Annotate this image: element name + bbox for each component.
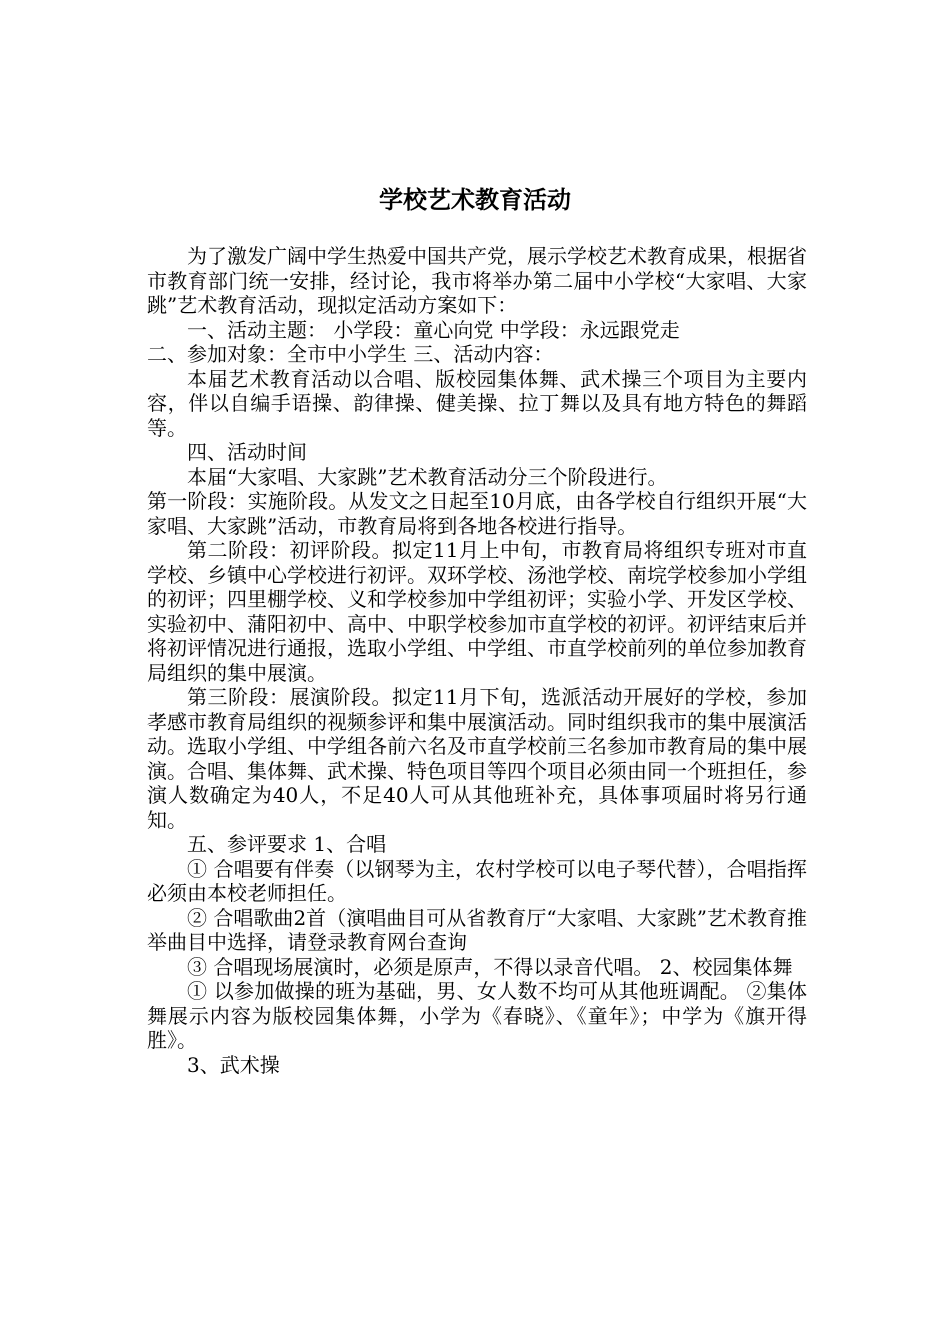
body-paragraph: 为了激发广阔中学生热爱中国共产党，展示学校艺术教育成果，根据省市教育部门统一安排，经讨论，我市将举办第二届中小学校“大家唱、大家跳”艺术教育活动，现拟定活动方案如下：: [147, 244, 807, 317]
body-paragraph: 第三阶段：展演阶段。拟定11月下旬，选派活动开展好的学校，参加孝感市教育局组织的视频参评和集中展演活动。同时组织我市的集中展演活动。选取小学组、中学组各前六名及市直学校前三名参加市教育局的集中展演。合唱、集体舞、武术操、特色项目等四个项目必须由同一个班担任，参演人数确定为40人，不足40人可从其他班补充，具体事项届时将另行通知。: [147, 685, 807, 832]
body-paragraph: 五、参评要求 1、合唱: [187, 832, 387, 856]
document-title: 学校艺术教育活动: [379, 186, 571, 214]
body-paragraph: 一、活动主题： 小学段：童心向党 中学段：永远跟党走: [187, 317, 680, 342]
body-paragraph: 第二阶段：初评阶段。拟定11月上中旬，市教育局将组织专班对市直学校、乡镇中心学校进行初评。双环学校、汤池学校、南垸学校参加小学组的初评；四里棚学校、义和学校参加中学组初评；实验小学、开发区学校、实验初中、蒲阳初中、高中、中职学校参加市直学校的初评。初评结束后并将初评情况进行通报，选取小学组、中学组、市直学校前列的单位参加教育局组织的集中展演。: [147, 538, 807, 685]
body-paragraph: 四、活动时间: [187, 440, 307, 464]
body-paragraph: 第一阶段：实施阶段。从发文之日起至10月底，由各学校自行组织开展“大家唱、大家跳”活动，市教育局将到各地各校进行指导。: [147, 489, 807, 538]
body-paragraph: 二、参加对象：全市中小学生 三、活动内容：: [147, 342, 554, 366]
body-paragraph: 3、武术操: [187, 1052, 280, 1077]
body-paragraph: ③ 合唱现场展演时，必须是原声，不得以录音代唱。 2、校园集体舞: [187, 954, 793, 979]
body-paragraph: 本届艺术教育活动以合唱、版校园集体舞、武术操三个项目为主要内容，伴以自编手语操、韵律操、健美操、拉丁舞以及具有地方特色的舞蹈等。: [147, 366, 807, 440]
body-paragraph: ① 合唱要有伴奏（以钢琴为主，农村学校可以电子琴代替），合唱指挥必须由本校老师担任。: [147, 856, 807, 905]
body-paragraph: ② 合唱歌曲2首（演唱曲目可从省教育厅“大家唱、大家跳”艺术教育推举曲目中选择，请登录教育网台查询: [147, 905, 807, 954]
body-paragraph: ① 以参加做操的班为基础，男、女人数不均可从其他班调配。 ②集体舞展示内容为版校园集体舞，小学为《春晓》、《童年》；中学为《旗开得胜》。: [147, 979, 807, 1052]
document-body: [147, 244, 807, 1077]
body-paragraph: 本届“大家唱、大家跳”艺术教育活动分三个阶段进行。: [187, 464, 668, 489]
